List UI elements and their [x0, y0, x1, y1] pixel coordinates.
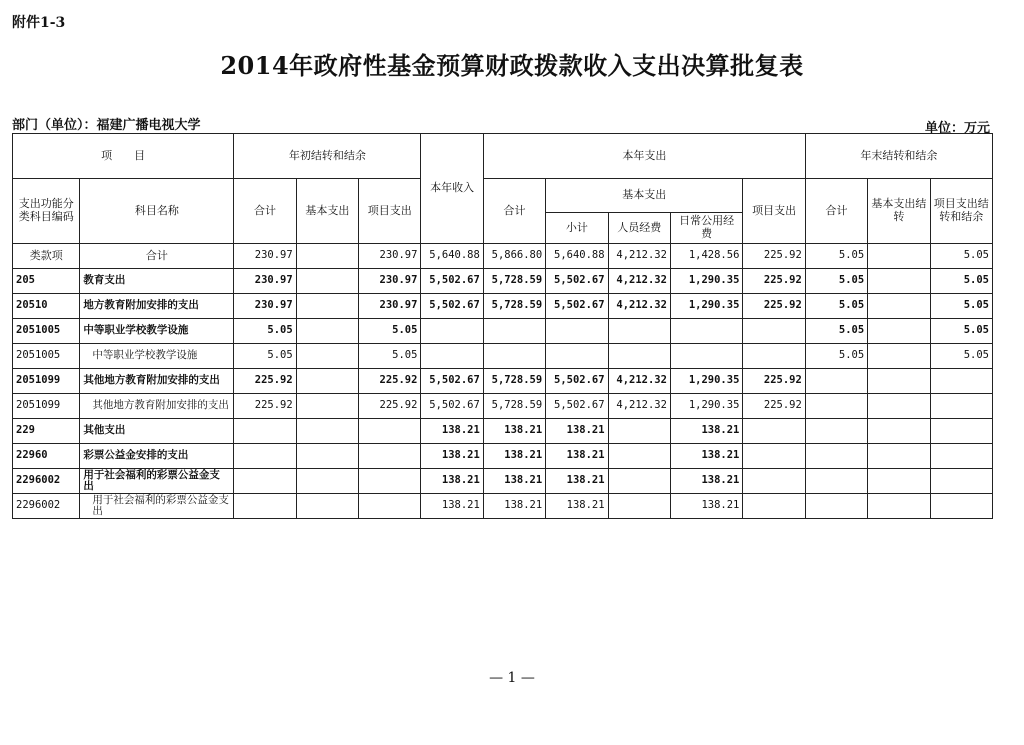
cell-code: 2296002 [13, 469, 80, 494]
cell-end-total [805, 369, 867, 394]
cell-e-sub: 5,640.88 [546, 244, 608, 269]
cell-e-sub [546, 344, 608, 369]
cell-e-total: 138.21 [483, 469, 545, 494]
table-row [13, 269, 993, 294]
attachment-label: 附件1-3 [12, 15, 66, 31]
cell-e-sub [546, 319, 608, 344]
cell-code: 2051005 [13, 344, 80, 369]
cell-end-basic [868, 294, 930, 319]
cell-end-total: 5.05 [805, 344, 867, 369]
page-number: — 1 — [489, 670, 535, 686]
cell-end-basic [868, 344, 930, 369]
cell-e-sub: 138.21 [546, 494, 608, 519]
cell-b-proj: 5.05 [359, 319, 421, 344]
cell-e-pub: 1,290.35 [670, 394, 742, 419]
cell-e-pub [670, 344, 742, 369]
header-row-2 [13, 179, 993, 213]
cell-e-pub: 138.21 [670, 444, 742, 469]
cell-b-total: 5.05 [234, 344, 296, 369]
cell-code: 229 [13, 419, 80, 444]
cell-e-proj [743, 419, 805, 444]
header-begin-project: 项目支出 [359, 179, 421, 244]
cell-end-total [805, 494, 867, 519]
cell-code: 2051099 [13, 369, 80, 394]
cell-e-pers: 4,212.32 [608, 244, 670, 269]
cell-b-basic [296, 469, 358, 494]
cell-income: 5,640.88 [421, 244, 483, 269]
header-end-project: 项目支出结转和结余 [930, 179, 992, 244]
header-beginning-balance: 年初结转和结余 [234, 134, 421, 179]
cell-e-pers [608, 344, 670, 369]
cell-e-proj [743, 469, 805, 494]
cell-b-basic [296, 269, 358, 294]
cell-b-total: 230.97 [234, 294, 296, 319]
header-personnel: 人员经费 [608, 213, 670, 244]
cell-income: 138.21 [421, 444, 483, 469]
cell-income: 5,502.67 [421, 294, 483, 319]
cell-end-basic [868, 369, 930, 394]
cell-e-sub: 138.21 [546, 444, 608, 469]
table-row [13, 444, 993, 469]
cell-end-proj: 5.05 [930, 319, 992, 344]
cell-end-basic [868, 319, 930, 344]
cell-end-total: 5.05 [805, 294, 867, 319]
cell-e-total: 5,728.59 [483, 269, 545, 294]
cell-e-pers [608, 494, 670, 519]
cell-e-total: 138.21 [483, 494, 545, 519]
department-label: 部门（单位）：福建广播电视大学 [12, 118, 201, 133]
cell-e-proj [743, 319, 805, 344]
cell-income [421, 344, 483, 369]
cell-end-basic [868, 269, 930, 294]
cell-b-proj: 225.92 [359, 394, 421, 419]
cell-e-pub: 1,290.35 [670, 369, 742, 394]
cell-end-total [805, 419, 867, 444]
cell-income: 138.21 [421, 419, 483, 444]
cell-b-basic [296, 494, 358, 519]
table-row [13, 344, 993, 369]
cell-e-total: 138.21 [483, 419, 545, 444]
cell-b-proj: 230.97 [359, 269, 421, 294]
header-exp-total: 合计 [483, 179, 545, 244]
cell-subject-name: 其他支出 [80, 419, 234, 444]
cell-b-basic [296, 419, 358, 444]
cell-e-pub: 138.21 [670, 494, 742, 519]
cell-b-proj: 5.05 [359, 344, 421, 369]
cell-b-proj [359, 444, 421, 469]
table-row [13, 494, 993, 519]
header-end-basic: 基本支出结转 [868, 179, 930, 244]
cell-end-total: 5.05 [805, 269, 867, 294]
cell-b-total: 225.92 [234, 394, 296, 419]
cell-income: 5,502.67 [421, 369, 483, 394]
cell-end-basic [868, 394, 930, 419]
cell-end-basic [868, 244, 930, 269]
cell-end-basic [868, 494, 930, 519]
cell-end-total: 5.05 [805, 319, 867, 344]
cell-end-total [805, 469, 867, 494]
cell-b-total [234, 469, 296, 494]
cell-income: 5,502.67 [421, 269, 483, 294]
cell-subject-name: 用于社会福利的彩票公益金支出 [80, 469, 234, 494]
cell-e-sub: 138.21 [546, 419, 608, 444]
cell-b-basic [296, 294, 358, 319]
cell-code: 2051099 [13, 394, 80, 419]
cell-end-proj [930, 369, 992, 394]
cell-b-proj [359, 469, 421, 494]
cell-b-basic [296, 319, 358, 344]
header-income: 本年收入 [421, 134, 483, 244]
cell-e-sub: 5,502.67 [546, 294, 608, 319]
cell-b-proj: 230.97 [359, 294, 421, 319]
header-exp-basic: 基本支出 [546, 179, 743, 213]
cell-e-total: 5,728.59 [483, 369, 545, 394]
header-public-daily: 日常公用经费 [670, 213, 742, 244]
cell-e-sub: 5,502.67 [546, 269, 608, 294]
cell-e-total: 138.21 [483, 444, 545, 469]
cell-income: 138.21 [421, 494, 483, 519]
cell-subject-name: 用于社会福利的彩票公益金支出 [80, 494, 234, 519]
cell-subject-name: 其他地方教育附加安排的支出 [80, 369, 234, 394]
cell-e-sub: 5,502.67 [546, 394, 608, 419]
cell-b-basic [296, 394, 358, 419]
header-func-code: 支出功能分类科目编码 [13, 179, 80, 244]
cell-end-basic [868, 419, 930, 444]
cell-end-total [805, 444, 867, 469]
cell-e-pub [670, 319, 742, 344]
cell-b-total [234, 444, 296, 469]
table-row [13, 294, 993, 319]
header-exp-project: 项目支出 [743, 179, 805, 244]
header-begin-total: 合计 [234, 179, 296, 244]
cell-e-pers: 4,212.32 [608, 294, 670, 319]
cell-e-proj [743, 444, 805, 469]
cell-e-pers: 4,212.32 [608, 394, 670, 419]
cell-e-proj [743, 344, 805, 369]
table-row [13, 469, 993, 494]
cell-end-proj: 5.05 [930, 244, 992, 269]
cell-subject-name: 教育支出 [80, 269, 234, 294]
cell-subject-name: 中等职业学校教学设施 [80, 319, 234, 344]
cell-e-pub: 138.21 [670, 469, 742, 494]
cell-b-total [234, 419, 296, 444]
cell-income: 5,502.67 [421, 394, 483, 419]
cell-b-basic [296, 444, 358, 469]
cell-e-pers [608, 319, 670, 344]
cell-end-total [805, 394, 867, 419]
cell-b-total: 225.92 [234, 369, 296, 394]
cell-subject-name: 其他地方教育附加安排的支出 [80, 394, 234, 419]
cell-b-total: 5.05 [234, 319, 296, 344]
cell-e-proj [743, 494, 805, 519]
cell-b-total: 230.97 [234, 269, 296, 294]
cell-b-basic [296, 244, 358, 269]
table-row [13, 369, 993, 394]
cell-b-proj: 230.97 [359, 244, 421, 269]
cell-code: 205 [13, 269, 80, 294]
cell-e-total: 5,728.59 [483, 294, 545, 319]
cell-e-pers [608, 444, 670, 469]
cell-b-total [234, 494, 296, 519]
cell-end-basic [868, 444, 930, 469]
header-expenditure: 本年支出 [483, 134, 805, 179]
header-ending-balance: 年末结转和结余 [805, 134, 992, 179]
cell-b-basic [296, 369, 358, 394]
cell-e-total [483, 344, 545, 369]
cell-e-pers [608, 419, 670, 444]
header-row-1 [13, 134, 993, 179]
cell-e-proj: 225.92 [743, 269, 805, 294]
header-begin-basic: 基本支出 [296, 179, 358, 244]
cell-end-proj: 5.05 [930, 269, 992, 294]
cell-income: 138.21 [421, 469, 483, 494]
cell-e-sub: 5,502.67 [546, 369, 608, 394]
cell-end-total: 5.05 [805, 244, 867, 269]
cell-e-pers [608, 469, 670, 494]
table-row [13, 394, 993, 419]
cell-e-proj: 225.92 [743, 294, 805, 319]
cell-end-proj [930, 444, 992, 469]
cell-code: 22960 [13, 444, 80, 469]
cell-income [421, 319, 483, 344]
cell-end-proj [930, 469, 992, 494]
cell-end-proj [930, 394, 992, 419]
table-row [13, 419, 993, 444]
cell-b-proj [359, 494, 421, 519]
cell-subject-name: 合计 [80, 244, 234, 269]
cell-e-sub: 138.21 [546, 469, 608, 494]
cell-end-proj [930, 419, 992, 444]
header-end-total: 合计 [805, 179, 867, 244]
cell-e-proj: 225.92 [743, 394, 805, 419]
cell-code: 类款项 [13, 244, 80, 269]
cell-end-basic [868, 469, 930, 494]
cell-end-proj [930, 494, 992, 519]
cell-e-pub: 1,428.56 [670, 244, 742, 269]
header-subject-name: 科目名称 [80, 179, 234, 244]
cell-b-total: 230.97 [234, 244, 296, 269]
cell-e-pers: 4,212.32 [608, 369, 670, 394]
cell-e-pub: 138.21 [670, 419, 742, 444]
table-row [13, 244, 993, 269]
cell-subject-name: 中等职业学校教学设施 [80, 344, 234, 369]
cell-code: 2296002 [13, 494, 80, 519]
cell-e-pers: 4,212.32 [608, 269, 670, 294]
cell-end-proj: 5.05 [930, 344, 992, 369]
cell-subject-name: 地方教育附加安排的支出 [80, 294, 234, 319]
cell-b-proj: 225.92 [359, 369, 421, 394]
cell-e-pub: 1,290.35 [670, 294, 742, 319]
cell-code: 2051005 [13, 319, 80, 344]
cell-code: 20510 [13, 294, 80, 319]
cell-e-pub: 1,290.35 [670, 269, 742, 294]
table-row [13, 319, 993, 344]
budget-table [12, 133, 993, 519]
cell-subject-name: 彩票公益金安排的支出 [80, 444, 234, 469]
cell-b-proj [359, 419, 421, 444]
cell-e-total [483, 319, 545, 344]
cell-e-total: 5,728.59 [483, 394, 545, 419]
cell-b-basic [296, 344, 358, 369]
cell-e-total: 5,866.80 [483, 244, 545, 269]
unit-label: 单位：万元 [924, 121, 990, 136]
document-title: 2014年政府性基金预算财政拨款收入支出决算批复表 [220, 51, 804, 80]
cell-e-proj: 225.92 [743, 244, 805, 269]
cell-e-proj: 225.92 [743, 369, 805, 394]
cell-end-proj: 5.05 [930, 294, 992, 319]
header-subtotal: 小计 [546, 213, 608, 244]
header-item: 项 目 [13, 134, 234, 179]
